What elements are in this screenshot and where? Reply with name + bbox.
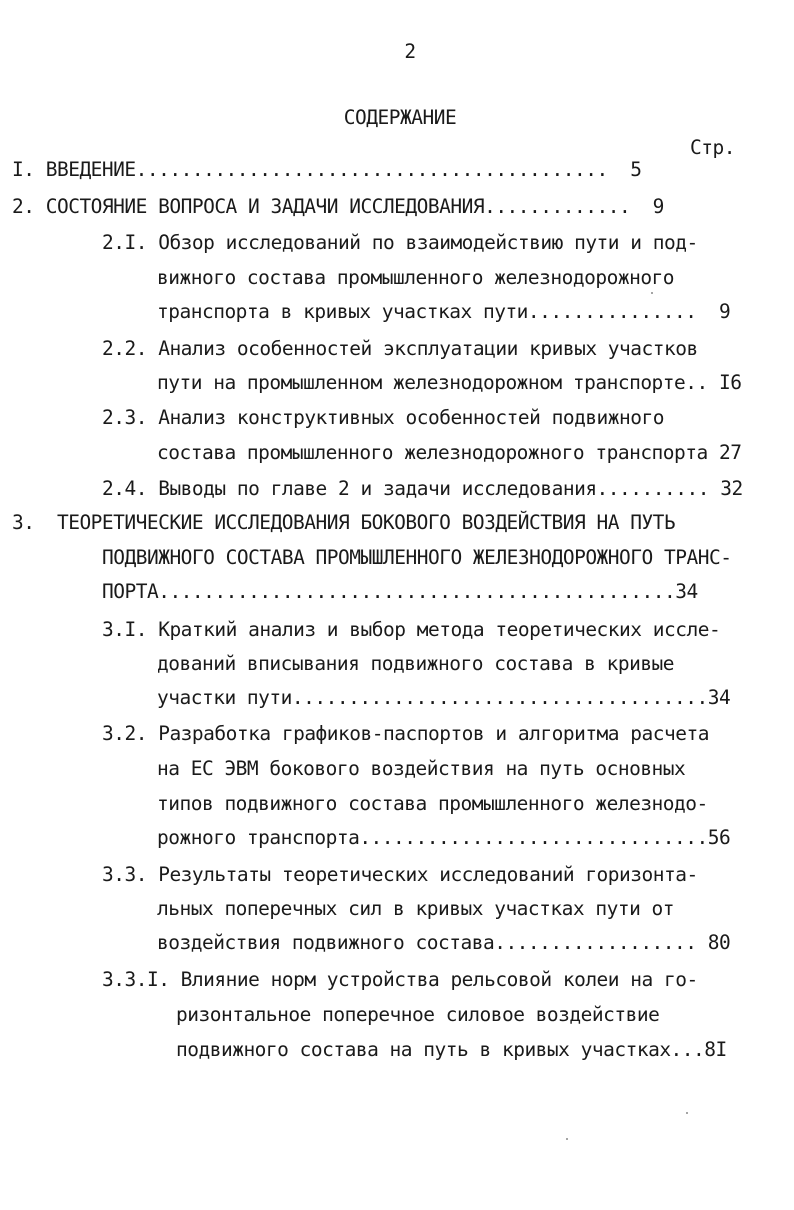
toc-line: участки пути.....................................34 — [157, 686, 731, 709]
page-number: 2 — [404, 40, 416, 63]
page-title: СОДЕРЖАНИЕ — [343, 106, 457, 129]
toc-line: ПОДВИЖНОГО СОСТАВА ПРОМЫШЛЕННОГО ЖЕЛЕЗНОДОРОЖНОГО ТРАНС- — [102, 546, 732, 569]
toc-line: I. ВВЕДЕНИЕ.......................................... 5 — [12, 158, 642, 181]
toc-line: вижного состава промышленного железнодорожного — [157, 266, 675, 289]
toc-line: дований вписывания подвижного состава в кривые — [157, 652, 675, 675]
page-column-label: Стр. — [690, 136, 735, 159]
toc-line: 2.4. Выводы по главе 2 и задачи исследования.......... 32 — [102, 477, 743, 500]
toc-line: 2.I. Обзор исследований по взаимодействию пути и под- — [102, 231, 698, 254]
toc-line: пути на промышленном железнодорожном транспорте.. I6 — [157, 371, 742, 394]
toc-line: типов подвижного состава промышленного железнодо- — [157, 792, 708, 815]
toc-line: 3.3.I. Влияние норм устройства рельсовой колеи на го- — [102, 968, 698, 991]
scan-speck — [566, 1138, 568, 1140]
toc-line: рожного транспорта...............................56 — [157, 826, 731, 849]
toc-line: 3.3. Результаты теоретических исследований горизонта- — [102, 863, 698, 886]
toc-line: 3.2. Разработка графиков-паспортов и алгоритма расчета — [102, 722, 709, 745]
scan-speck — [686, 1112, 688, 1114]
toc-line: воздействия подвижного состава.................. 80 — [157, 931, 731, 954]
toc-line: состава промышленного железнодорожного транспорта 27 — [157, 441, 742, 464]
toc-line: ризонтальное поперечное силовое воздействие — [176, 1003, 660, 1026]
toc-line: 3.I. Краткий анализ и выбор метода теоретических иссле- — [102, 618, 721, 641]
toc-line: 2.3. Анализ конструктивных особенностей подвижного — [102, 406, 664, 429]
toc-line: ПОРТА..............................................34 — [102, 580, 698, 603]
scan-speck — [651, 292, 653, 294]
toc-line: 2. СОСТОЯНИЕ ВОПРОСА И ЗАДАЧИ ИССЛЕДОВАНИЯ............. 9 — [12, 195, 664, 218]
toc-line: на ЕС ЭВМ бокового воздействия на путь основных — [157, 757, 686, 780]
toc-line: подвижного состава на путь в кривых участках...8I — [176, 1038, 727, 1061]
toc-line: 2.2. Анализ особенностей эксплуатации кривых участков — [102, 337, 698, 360]
toc-line: 3. ТЕОРЕТИЧЕСКИЕ ИССЛЕДОВАНИЯ БОКОВОГО ВОЗДЕЙСТВИЯ НА ПУТЬ — [12, 511, 676, 534]
toc-line: льных поперечных сил в кривых участках пути от — [157, 897, 675, 920]
toc-line: транспорта в кривых участках пути............... 9 — [157, 300, 731, 323]
